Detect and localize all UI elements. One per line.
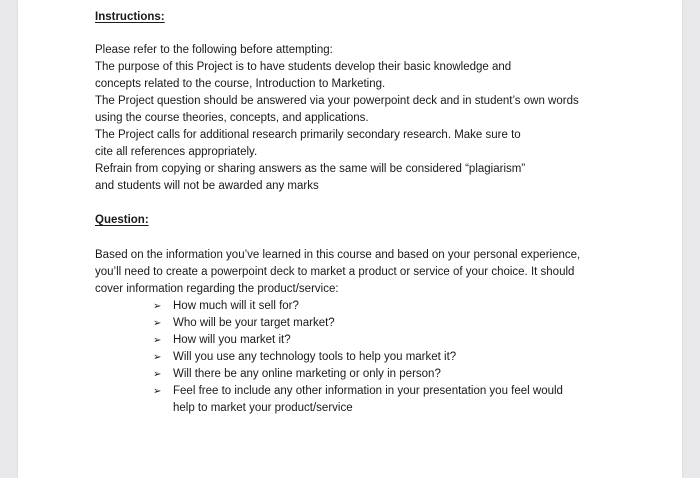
arrow-bullet-icon: ➢ (153, 318, 162, 329)
bullet-text: How much will it sell for? (173, 300, 299, 312)
question-line: Based on the information you’ve learned in this course and based on your personal experience, (95, 249, 581, 261)
arrow-bullet-icon: ➢ (153, 369, 162, 380)
bullet-text: Who will be your target market? (173, 317, 335, 329)
document-page (18, 0, 682, 478)
instructions-line: and students will not be awarded any marks (95, 180, 319, 192)
question-line: cover information regarding the product/service: (95, 283, 339, 295)
instructions-line: Please refer to the following before attempting: (95, 44, 333, 56)
bullet-text: Will you use any technology tools to help you market it? (173, 351, 457, 363)
instructions-line: cite all references appropriately. (95, 146, 258, 158)
instructions-line: concepts related to the course, Introduction to Marketing. (95, 78, 386, 90)
instructions-line: The Project question should be answered via your powerpoint deck and in student’s own words (95, 95, 579, 107)
instructions-line: Refrain from copying or sharing answers as the same will be considered “plagiarism” (95, 163, 526, 175)
instructions-heading: Instructions: (95, 11, 165, 23)
arrow-bullet-icon: ➢ (153, 335, 162, 346)
question-line: you’ll need to create a powerpoint deck to market a product or service of your choice. It should (95, 266, 575, 278)
bullet-text-continued: help to market your product/service (173, 402, 353, 414)
arrow-bullet-icon: ➢ (153, 386, 162, 397)
arrow-bullet-icon: ➢ (153, 352, 162, 363)
bullet-text: Will there be any online marketing or only in person? (173, 368, 441, 380)
bullet-text: Feel free to include any other information in your presentation you feel would (173, 385, 563, 397)
instructions-line: using the course theories, concepts, and applications. (95, 112, 369, 124)
instructions-line: The purpose of this Project is to have students develop their basic knowledge and (95, 61, 512, 73)
instructions-line: The Project calls for additional research primarily secondary research. Make sure to (95, 129, 521, 141)
question-heading: Question: (95, 214, 149, 226)
arrow-bullet-icon: ➢ (153, 301, 162, 312)
bullet-text: How will you market it? (173, 334, 291, 346)
